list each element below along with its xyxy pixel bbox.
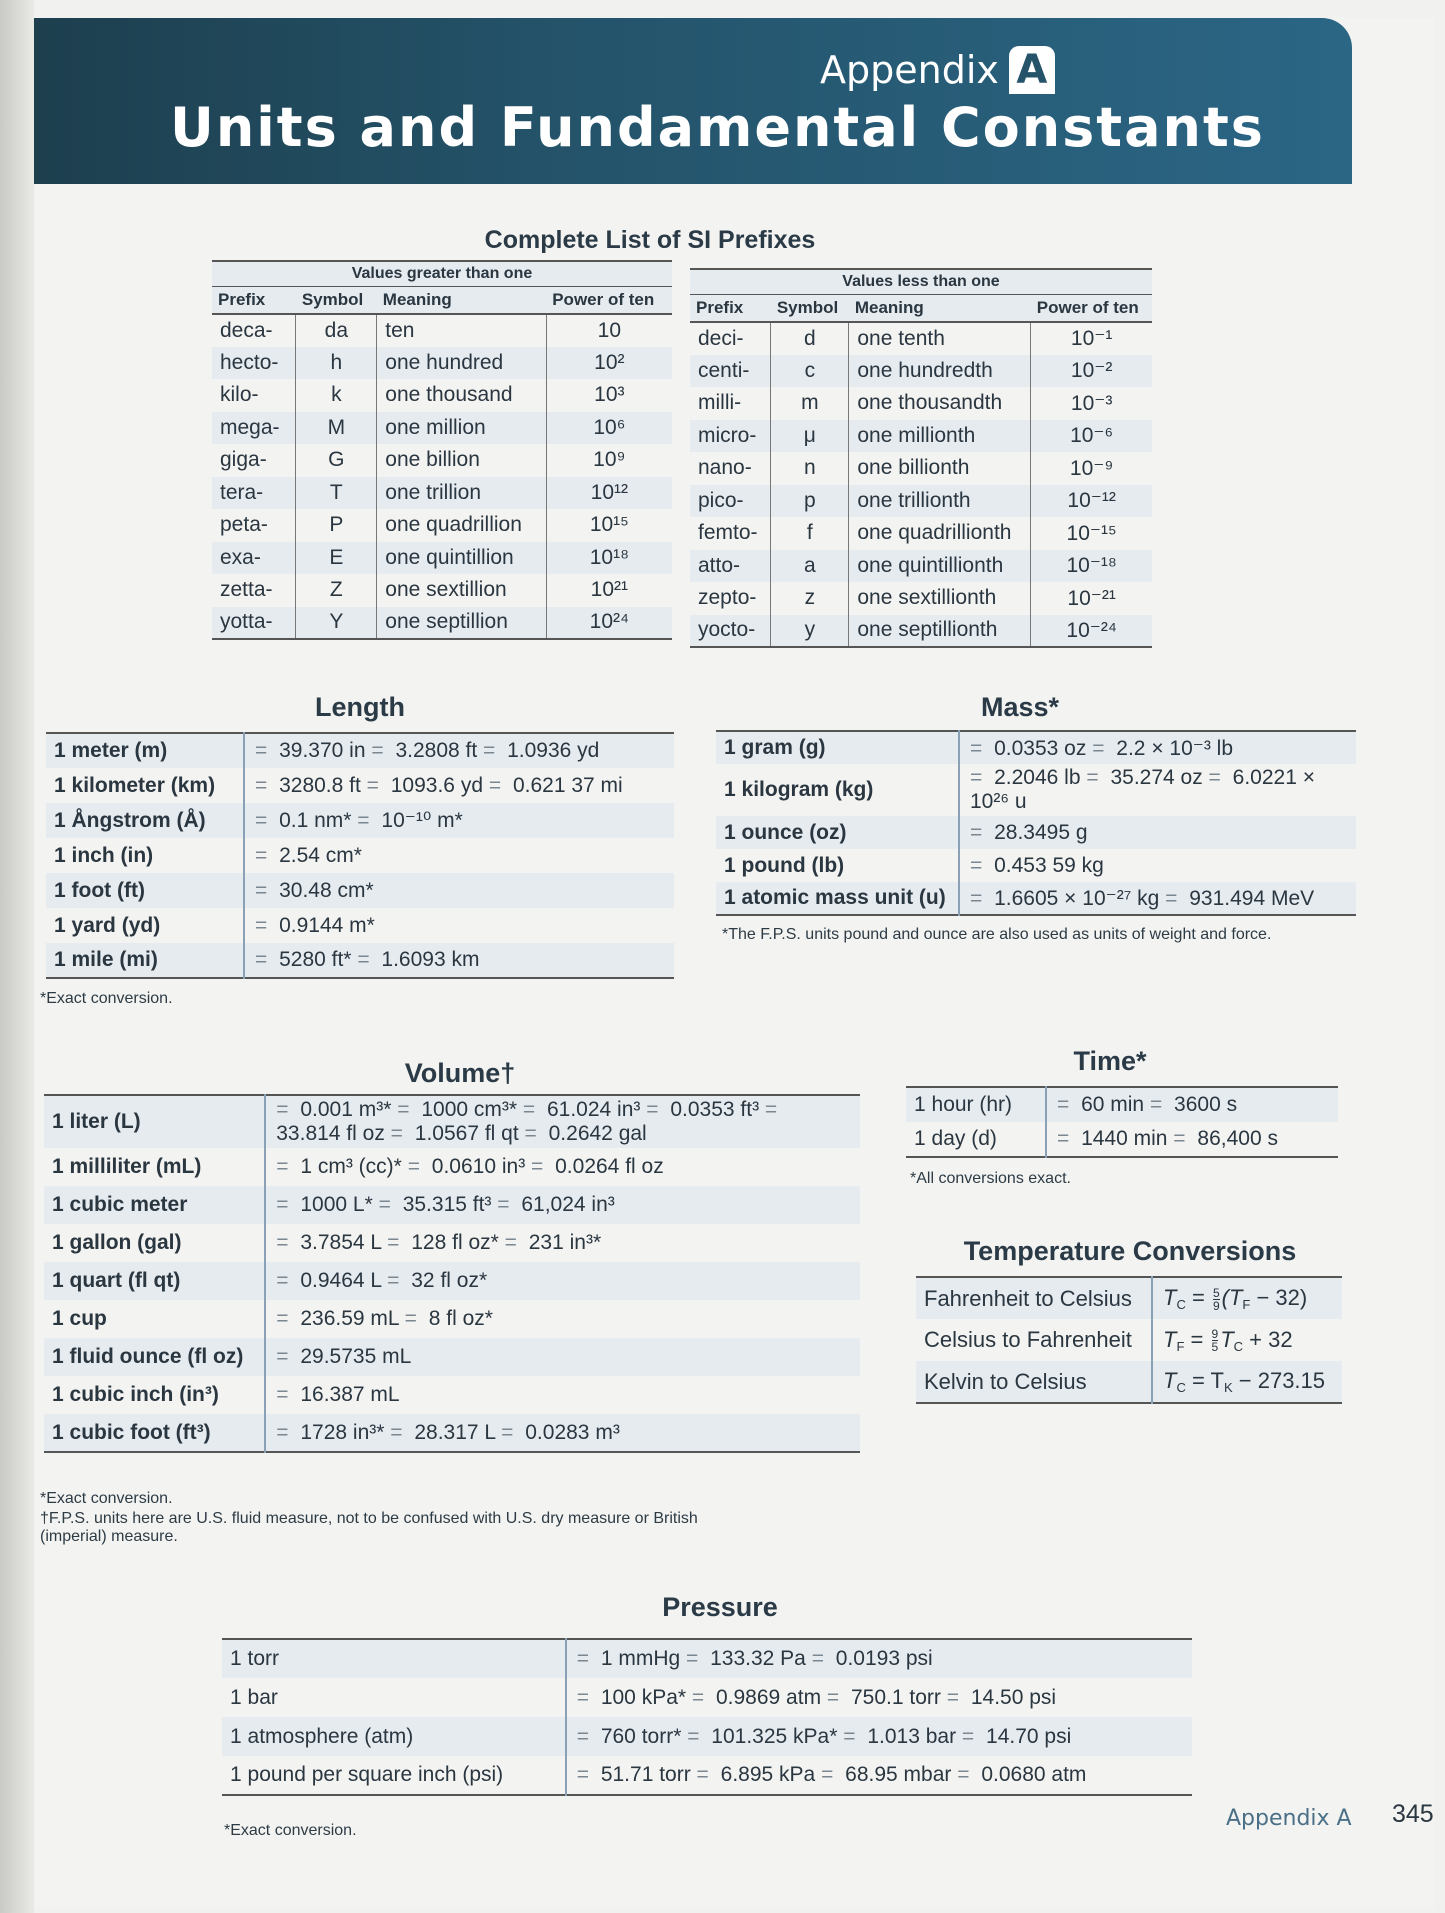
value-cell: = 0.1 nm* = 10⁻¹⁰ m* [244, 803, 674, 838]
prefixes-less-label: Values less than one [690, 269, 1152, 295]
prefix-cell: atto- [690, 550, 771, 583]
table-row [44, 1262, 860, 1300]
value-cell: = 0.453 59 kg [970, 853, 1104, 877]
table-row [212, 379, 672, 412]
table-row [690, 615, 1152, 648]
power-cell: 10¹⁸ [546, 542, 672, 575]
symbol-cell: y [771, 615, 849, 648]
prefix-cell: kilo- [220, 383, 259, 407]
table-row [46, 838, 674, 873]
value-cell: = 30.48 cm* [244, 873, 674, 908]
table-row [916, 1319, 1342, 1361]
table-row [44, 1148, 860, 1186]
symbol-cell: p [771, 485, 849, 518]
table-row [690, 550, 1152, 583]
power-cell: 10⁶ [546, 412, 672, 445]
unit-cell: 1 pound (lb) [716, 849, 959, 882]
formula-cell: TC = $\frac{5}{9}$ (TF − 32) [1152, 1277, 1342, 1319]
col-power: Power of ten [1031, 295, 1152, 323]
prefix-cell: deci- [698, 326, 744, 350]
table-row [906, 1087, 1338, 1122]
temperature-table [916, 1276, 1342, 1404]
table-row [212, 412, 672, 445]
unit-cell: 1 cubic foot (ft³) [44, 1414, 265, 1452]
symbol-cell: Y [296, 607, 377, 640]
prefixes-title: Complete List of SI Prefixes [484, 226, 816, 254]
table-row [46, 733, 674, 768]
table-row [690, 485, 1152, 518]
unit-cell: 1 quart (fl qt) [44, 1262, 265, 1300]
power-cell: 10⁻¹ [1031, 322, 1152, 355]
mass-table [716, 730, 1356, 916]
symbol-cell: c [771, 355, 849, 388]
symbol-cell: f [771, 517, 849, 550]
meaning-cell: one hundredth [849, 355, 1031, 388]
value-cell: = 3.7854 L = 128 fl oz* = 231 in³* [276, 1231, 602, 1254]
prefix-cell: nano- [698, 456, 752, 480]
meaning-cell: one million [377, 412, 546, 445]
value-cell: = 39.370 in = 3.2808 ft = 1.0936 yd [244, 733, 674, 768]
pressure-table [222, 1638, 1192, 1796]
table-row [222, 1717, 1192, 1756]
meaning-cell: one quintillionth [849, 550, 1031, 583]
unit-cell: 1 liter (L) [44, 1095, 265, 1148]
symbol-cell: a [771, 550, 849, 583]
table-row [690, 322, 1152, 355]
table-row [212, 477, 672, 510]
time-table [906, 1086, 1338, 1158]
symbol-cell: h [296, 347, 377, 380]
prefix-cell: centi- [690, 355, 771, 388]
unit-cell: 1 atmosphere (atm) [222, 1717, 566, 1756]
symbol-cell: M [296, 412, 377, 445]
power-cell: 10⁻³ [1031, 387, 1152, 420]
unit-cell: 1 bar [222, 1678, 566, 1717]
unit-cell: 1 cup [44, 1300, 265, 1338]
meaning-cell: one sextillionth [849, 582, 1031, 615]
unit-cell: 1 pound per square inch (psi) [222, 1756, 566, 1795]
prefix-cell: exa- [212, 542, 296, 575]
value-cell: = 0.9144 m* [254, 913, 375, 937]
prefix-cell: yocto- [690, 615, 771, 648]
table-row [690, 420, 1152, 453]
power-cell: 10⁻²¹ [1031, 582, 1152, 615]
formula-cell: TF = $\frac{9}{5}$ TC + 32 [1163, 1326, 1293, 1355]
power-cell: 10 [546, 314, 672, 347]
value-cell: = 2.54 cm* [254, 843, 362, 867]
power-cell: 10³ [546, 379, 672, 412]
table-row [44, 1376, 860, 1414]
symbol-cell: E [296, 542, 377, 575]
prefix-cell: giga- [220, 448, 267, 472]
table-row [690, 387, 1152, 420]
table-row [44, 1300, 860, 1338]
value-cell: = 1440 min = 86,400 s [1056, 1127, 1278, 1150]
symbol-cell: P [296, 509, 377, 542]
temperature-title: Temperature Conversions [963, 1236, 1297, 1266]
col-meaning: Meaning [377, 287, 546, 315]
table-row [46, 908, 674, 943]
table-row [212, 542, 672, 575]
power-cell: 10⁻⁶ [1031, 420, 1152, 453]
value-cell: = 28.3495 g [959, 816, 1356, 849]
table-row [46, 803, 674, 838]
table-row [212, 314, 672, 347]
col-symbol: Symbol [771, 295, 849, 323]
symbol-cell: n [771, 452, 849, 485]
unit-cell: 1 kilometer (km) [46, 768, 244, 803]
col-meaning: Meaning [849, 295, 1031, 323]
value-cell: = 1 cm³ (cc)* = 0.0610 in³ = 0.0264 fl oz [276, 1155, 664, 1178]
table-row [716, 764, 1356, 816]
unit-cell: 1 foot (ft) [46, 873, 244, 908]
pressure-title: Pressure [662, 1592, 778, 1622]
value-cell: = 236.59 mL = 8 fl oz* [276, 1307, 493, 1330]
table-row [44, 1186, 860, 1224]
value-cell: = 2.2046 lb = 35.274 oz = 6.0221 × 10²⁶ u [970, 766, 1315, 813]
power-cell: 10⁻² [1031, 355, 1152, 388]
table-row [44, 1414, 860, 1452]
value-cell: = 760 torr* = 101.325 kPa* = 1.013 bar = 14.70 psi [566, 1717, 1192, 1756]
symbol-cell: G [296, 444, 377, 477]
prefixes-less-body [690, 322, 1152, 647]
unit-cell: 1 cubic meter [44, 1186, 265, 1224]
value-cell: = 29.5735 mL [265, 1338, 860, 1376]
prefix-cell: yotta- [212, 607, 296, 640]
symbol-cell: z [771, 582, 849, 615]
unit-cell: 1 hour (hr) [906, 1087, 1046, 1122]
meaning-cell: one tenth [849, 322, 1031, 355]
unit-cell: 1 cubic inch (in³) [44, 1376, 265, 1414]
meaning-cell: one millionth [849, 420, 1031, 453]
table-row [716, 849, 1356, 882]
unit-cell: 1 fluid ounce (fl oz) [44, 1338, 265, 1376]
prefix-cell: tera- [212, 477, 296, 510]
time-title: Time* [1073, 1046, 1147, 1076]
col-prefix: Prefix [690, 295, 771, 323]
table-row [212, 509, 672, 542]
prefix-cell: mega- [212, 412, 296, 445]
table-row [716, 816, 1356, 849]
value-cell: = 1.6605 × 10⁻²⁷ kg = 931.494 MeV [959, 882, 1356, 915]
unit-cell: 1 gram (g) [716, 731, 959, 764]
unit-cell: Kelvin to Celsius [916, 1361, 1152, 1403]
unit-cell: 1 inch (in) [46, 838, 244, 873]
unit-cell: 1 Ångstrom (Å) [46, 803, 244, 838]
length-note: *Exact conversion. [40, 990, 173, 1007]
power-cell: 10⁻¹⁸ [1031, 550, 1152, 583]
power-cell: 10⁻²⁴ [1031, 615, 1152, 648]
symbol-cell: d [771, 322, 849, 355]
table-row [46, 873, 674, 908]
prefix-cell: peta- [220, 513, 268, 537]
table-row [906, 1122, 1338, 1157]
prefix-cell: micro- [690, 420, 771, 453]
unit-cell: 1 gallon (gal) [44, 1224, 265, 1262]
meaning-cell: one thousand [377, 379, 546, 412]
symbol-cell: k [296, 379, 377, 412]
length-table [46, 732, 674, 979]
table-row [212, 607, 672, 640]
unit-cell: 1 milliliter (mL) [44, 1148, 265, 1186]
meaning-cell: one quintillion [377, 542, 546, 575]
power-cell: 10⁻⁹ [1031, 452, 1152, 485]
prefixes-greater-label: Values greater than one [212, 261, 672, 287]
table-row [222, 1639, 1192, 1678]
value-cell: = 0.0353 oz = 2.2 × 10⁻³ lb [959, 731, 1356, 764]
prefix-cell: deca- [220, 318, 273, 342]
symbol-cell: da [296, 314, 377, 347]
symbol-cell: T [296, 477, 377, 510]
table-row [222, 1756, 1192, 1795]
appendix-label: Appendix A [820, 46, 1055, 94]
fraction: $\frac{5}{9}$ [1212, 1285, 1220, 1313]
table-row [46, 768, 674, 803]
table-row [690, 452, 1152, 485]
table-row [44, 1338, 860, 1376]
table-row [46, 943, 674, 978]
col-symbol: Symbol [296, 287, 377, 315]
power-cell: 10⁻¹⁵ [1031, 517, 1152, 550]
prefix-cell: milli- [698, 391, 742, 415]
power-cell: 10¹² [546, 477, 672, 510]
unit-cell: 1 mile (mi) [46, 943, 244, 978]
value-cell: = 16.387 mL [276, 1383, 400, 1406]
volume-table [44, 1094, 860, 1453]
prefix-cell: hecto- [212, 347, 296, 380]
meaning-cell: one sextillion [377, 574, 546, 607]
unit-cell: 1 kilogram (kg) [716, 764, 959, 816]
unit-cell: 1 ounce (oz) [716, 816, 959, 849]
meaning-cell: one hundred [377, 347, 546, 380]
prefix-cell: zepto- [698, 586, 757, 610]
value-cell: = 100 kPa* = 0.9869 atm = 750.1 torr = 14.50 psi [576, 1685, 1057, 1709]
unit-cell: 1 torr [222, 1639, 566, 1678]
volume-title: Volume† [404, 1058, 516, 1088]
power-cell: 10⁻¹² [1031, 485, 1152, 518]
table-row [916, 1277, 1342, 1319]
meaning-cell: one billion [377, 444, 546, 477]
value-cell: = 0.001 m³* = 1000 cm³* = 61.024 in³ = 0.0353 ft³ = 33.814 fl oz = 1.0567 fl qt = 0.2642 gal [265, 1095, 860, 1148]
prefixes-less-table [690, 268, 1152, 648]
length-title: Length [315, 692, 405, 722]
unit-cell: 1 day (d) [906, 1122, 1046, 1157]
table-row [916, 1361, 1342, 1403]
volume-note-1: *Exact conversion. [40, 1490, 173, 1507]
symbol-cell: μ [771, 420, 849, 453]
table-row [212, 347, 672, 380]
table-row [44, 1224, 860, 1262]
table-row [716, 731, 1356, 764]
col-power: Power of ten [546, 287, 672, 315]
table-row [44, 1095, 860, 1148]
meaning-cell: one trillionth [849, 485, 1031, 518]
table-row [690, 355, 1152, 388]
table-row [690, 517, 1152, 550]
unit-cell: 1 meter (m) [46, 733, 244, 768]
table-row [716, 882, 1356, 915]
value-cell: = 5280 ft* = 1.6093 km [244, 943, 674, 978]
formula-cell: TC = TK − 273.15 [1152, 1361, 1342, 1403]
unit-cell: 1 yard (yd) [46, 908, 244, 943]
value-cell: = 60 min = 3600 s [1046, 1087, 1338, 1122]
meaning-cell: ten [377, 314, 546, 347]
meaning-cell: one billionth [849, 452, 1031, 485]
fraction: $\frac{9}{5}$ [1211, 1327, 1219, 1355]
footer-label: Appendix A [1226, 1806, 1352, 1831]
appendix-letter: A [1009, 46, 1055, 94]
table-row [212, 444, 672, 477]
value-cell: = 1 mmHg = 133.32 Pa = 0.0193 psi [566, 1639, 1192, 1678]
meaning-cell: one trillion [377, 477, 546, 510]
prefix-cell: femto- [698, 521, 758, 545]
meaning-cell: one septillionth [849, 615, 1031, 648]
symbol-cell: m [771, 387, 849, 420]
meaning-cell: one quadrillionth [849, 517, 1031, 550]
value-cell: = 3280.8 ft = 1093.6 yd = 0.621 37 mi [254, 773, 623, 797]
power-cell: 10²¹ [546, 574, 672, 607]
table-row [690, 582, 1152, 615]
col-prefix: Prefix [212, 287, 296, 315]
value-cell: = 1728 in³* = 28.317 L = 0.0283 m³ [265, 1414, 860, 1452]
power-cell: 10² [546, 347, 672, 380]
power-cell: 10⁹ [546, 444, 672, 477]
page-number: 345 [1392, 1800, 1434, 1828]
prefixes-greater-body [212, 314, 672, 639]
value-cell: = 1000 L* = 35.315 ft³ = 61,024 in³ [265, 1186, 860, 1224]
meaning-cell: one thousandth [849, 387, 1031, 420]
table-row [222, 1678, 1192, 1717]
volume-note-2: †F.P.S. units here are U.S. fluid measure, not to be confused with U.S. dry measure or British (imperial) measure. [40, 1510, 698, 1545]
value-cell: = 51.71 torr = 6.895 kPa = 68.95 mbar = 0.0680 atm [576, 1763, 1087, 1786]
unit-cell: 1 atomic mass unit (u) [716, 882, 959, 915]
meaning-cell: one septillion [377, 607, 546, 640]
mass-title: Mass* [980, 692, 1060, 722]
table-row [212, 574, 672, 607]
prefix-cell: zetta- [220, 578, 273, 602]
pressure-note: *Exact conversion. [224, 1822, 357, 1839]
unit-cell: Celsius to Fahrenheit [916, 1319, 1152, 1361]
power-cell: 10²⁴ [546, 607, 672, 640]
symbol-cell: Z [296, 574, 377, 607]
page-title: Units and Fundamental Constants [170, 96, 1265, 159]
time-note: *All conversions exact. [910, 1170, 1071, 1187]
meaning-cell: one quadrillion [377, 509, 546, 542]
value-cell: = 0.9464 L = 32 fl oz* [265, 1262, 860, 1300]
page-edge [0, 0, 34, 1913]
power-cell: 10¹⁵ [546, 509, 672, 542]
prefixes-greater-table [212, 260, 672, 640]
unit-cell: Fahrenheit to Celsius [916, 1277, 1152, 1319]
prefix-cell: pico- [690, 485, 771, 518]
mass-note: *The F.P.S. units pound and ounce are also used as units of weight and force. [722, 926, 1272, 943]
